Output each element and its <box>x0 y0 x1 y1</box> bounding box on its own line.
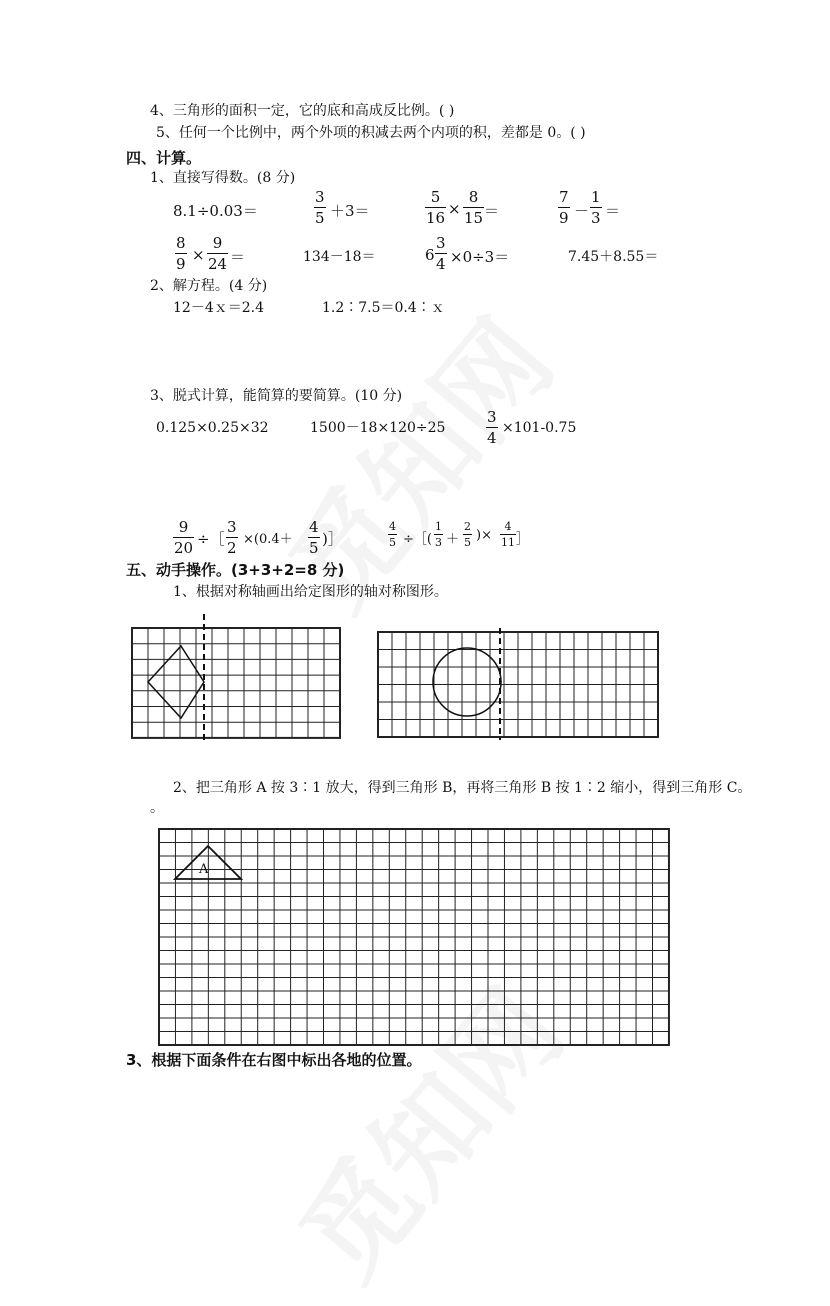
step-calc-5-frac-c: $\frac{2}{5}$ <box>464 520 471 549</box>
triangle-a-label: A <box>199 862 209 877</box>
step-calc-5-t3: )× <box>476 528 492 543</box>
symmetry-grid-left <box>132 628 340 738</box>
step-calc-4-frac-c: $\frac{4}{5}$ <box>309 518 319 557</box>
step-calc-1: 0.125×0.25×32 <box>156 420 269 436</box>
expr-7-rest: ×0÷3＝ <box>450 248 510 266</box>
equation-2: 1.2∶7.5＝0.4∶ｘ <box>322 300 445 316</box>
expr-3-op: × <box>448 200 461 218</box>
step-calc-5-t4: ］ <box>516 532 530 547</box>
operate-p2-extra: 。 <box>150 800 164 816</box>
expr-5-rest: ＝ <box>230 248 246 266</box>
expr-5-op: × <box>192 246 205 264</box>
expr-3-frac-a: $\frac{5}{16}$ <box>426 188 446 227</box>
circle-shape <box>433 648 501 716</box>
expr-5-frac-b: $\frac{9}{24}$ <box>208 234 228 273</box>
section4-title: 四、计算。 <box>126 149 202 167</box>
expr-2-rest: ＋3＝ <box>330 202 370 220</box>
judge-q4: 4、三角形的面积一定，它的底和高成反比例。( ) <box>150 103 455 119</box>
expr-7-frac: $\frac{3}{4}$ <box>436 234 446 273</box>
step-calc-4-t3: )］ <box>322 530 343 548</box>
step-calc-5-t1: ÷［( <box>403 532 432 547</box>
expr-3-frac-b: $\frac{8}{15}$ <box>464 188 484 227</box>
judge-q5: 5、任何一个比例中，两个外项的积减去两个内项的积，差都是 0。( ) <box>156 125 586 141</box>
expr-2-frac: $\frac{3}{5}$ <box>315 188 325 227</box>
symmetry-grid-right <box>378 632 658 737</box>
expr-4-op: － <box>574 202 590 220</box>
section5-title: 五、动手操作。(3+3+2=8 分) <box>126 561 345 579</box>
expr-6: 134－18＝ <box>303 249 376 265</box>
equation-1: 12－4ｘ＝2.4 <box>173 300 264 316</box>
step-calc-5-frac-a: $\frac{4}{5}$ <box>389 520 396 549</box>
calc-p2-label: 2、解方程。(4 分) <box>150 278 268 294</box>
calc-p3-label: 3、脱式计算，能简算的要简算。(10 分) <box>150 388 403 404</box>
step-calc-4-t2: ×(0.4＋ <box>243 532 293 547</box>
step-calc-2: 1500－18×120÷25 <box>310 420 446 436</box>
step-calc-4-t1: ÷［ <box>197 530 225 548</box>
expr-7-whole: 6 <box>425 246 435 264</box>
step-calc-3-frac: $\frac{3}{4}$ <box>487 408 497 447</box>
expr-5-frac-a: $\frac{8}{9}$ <box>176 234 186 273</box>
expr-3-rest: ＝ <box>484 202 500 220</box>
expr-4-frac-b: $\frac{1}{3}$ <box>591 188 601 227</box>
expr-8: 7.45＋8.55＝ <box>568 249 659 265</box>
step-calc-4-frac-a: $\frac{9}{20}$ <box>174 518 194 557</box>
expr-4-rest: ＝ <box>605 202 621 220</box>
operate-p2-label: 2、把三角形 A 按 3∶1 放大，得到三角形 B，再将三角形 B 按 1∶2 缩小，得到三角形 C。 <box>173 780 752 796</box>
grid-left-border <box>132 628 340 738</box>
step-calc-5-frac-b: $\frac{1}{3}$ <box>435 520 442 549</box>
operate-p3-label: 3、根据下面条件在右图中标出各地的位置。 <box>126 1051 422 1069</box>
step-calc-5-frac-d: $\frac{4}{11}$ <box>501 520 515 549</box>
expr-4-frac-a: $\frac{7}{9}$ <box>559 188 569 227</box>
expr-1: 8.1÷0.03＝ <box>173 202 258 220</box>
calc-p1-label: 1、直接写得数。(8 分) <box>150 170 296 186</box>
operate-p1-label: 1、根据对称轴画出给定图形的轴对称图形。 <box>173 584 448 600</box>
step-calc-4-frac-b: $\frac{3}{2}$ <box>227 518 237 557</box>
step-calc-3-rest: ×101-0.75 <box>502 420 577 436</box>
scale-grid <box>159 829 669 1045</box>
step-calc-5-t2: ＋ <box>446 532 460 547</box>
